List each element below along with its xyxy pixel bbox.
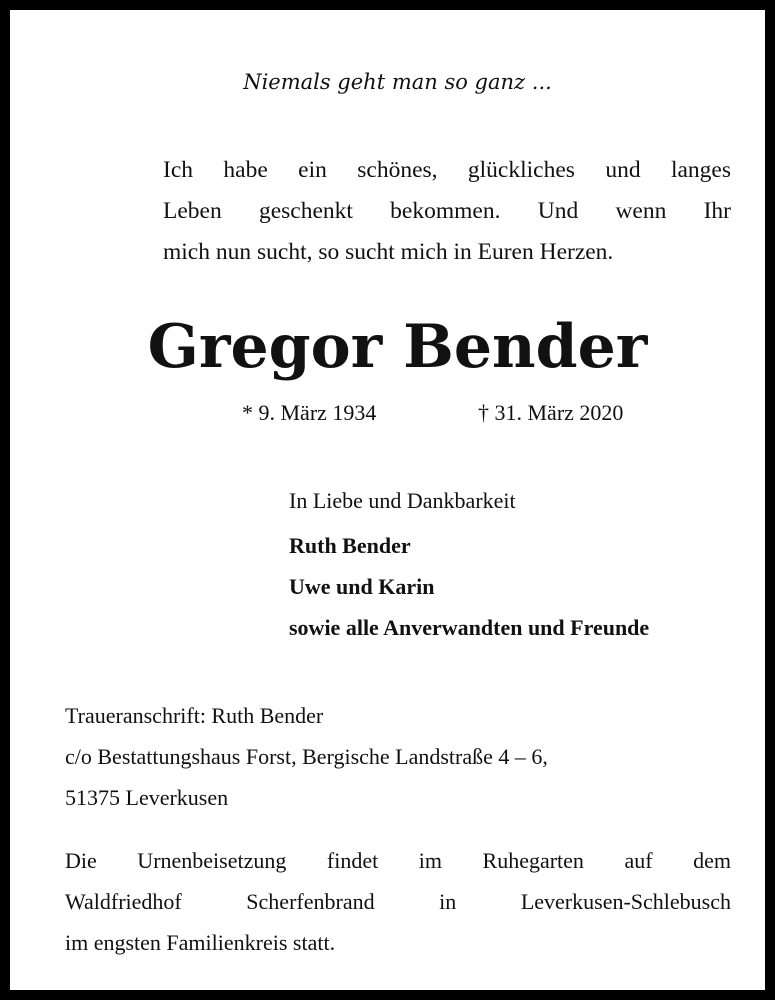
- poem-line: Leben geschenkt bekommen. Und wenn Ihr: [163, 198, 731, 224]
- death-date: † 31. März 2020: [478, 400, 624, 425]
- burial-line: im engsten Familienkreis statt.: [65, 930, 336, 955]
- poem-line: mich nun sucht, so sucht mich in Euren Herzen.: [163, 239, 614, 265]
- mourning-address: [65, 695, 548, 818]
- poem-line: Ich habe ein schönes, glückliches und langes: [163, 157, 731, 183]
- burial-line: Die Urnenbeisetzung findet im Ruhegarten auf dem: [65, 848, 731, 873]
- address-line: c/o Bestattungshaus Forst, Bergische Landstraße 4 – 6,: [65, 744, 548, 769]
- poem: [163, 150, 731, 273]
- motto: Niemals geht man so ganz ...: [243, 70, 552, 94]
- burial-notice: [65, 840, 731, 963]
- mourner-name: Ruth Bender: [289, 533, 411, 558]
- birth-date: * 9. März 1934: [242, 400, 377, 425]
- burial-line: Waldfriedhof Scherfenbrand in Leverkusen-Schlebusch: [65, 889, 731, 914]
- mourner-name: Uwe und Karin: [289, 574, 435, 599]
- mourners-intro: In Liebe und Dankbarkeit: [289, 488, 516, 513]
- address-line: Traueranschrift: Ruth Bender: [65, 703, 324, 728]
- mourner-name: sowie alle Anverwandten und Freunde: [289, 615, 650, 640]
- deceased-name: Gregor Bender: [147, 312, 648, 382]
- address-line: 51375 Leverkusen: [65, 785, 229, 810]
- mourners-block: [289, 480, 649, 648]
